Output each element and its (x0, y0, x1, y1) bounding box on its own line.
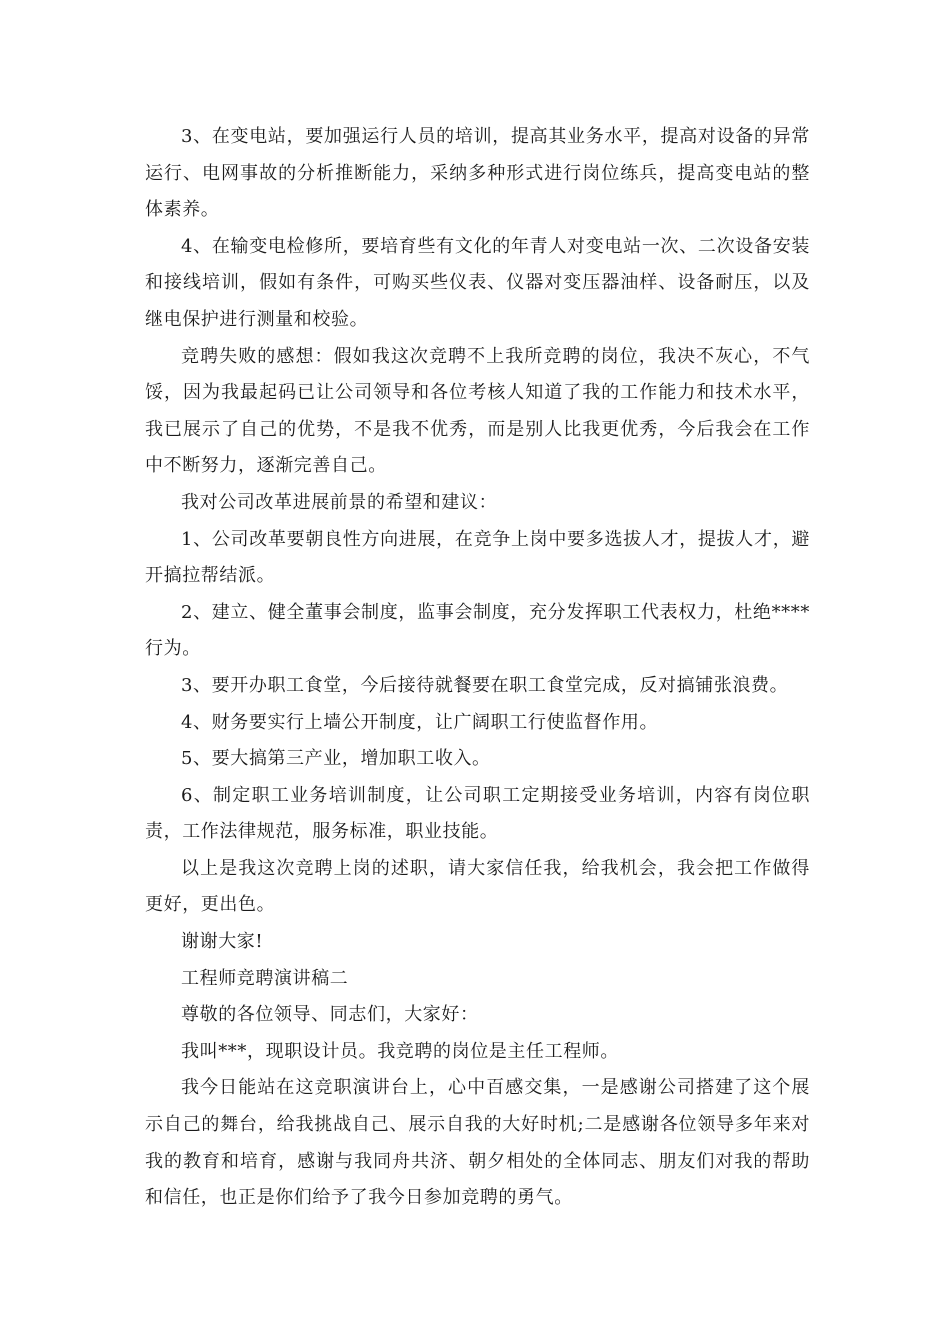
paragraph-suggestion-4: 4、财务要实行上墙公开制度，让广阔职工行使监督作用。 (181, 711, 659, 733)
section-title-speech-two: 工程师竞聘演讲稿二 (181, 967, 349, 989)
paragraph-self-intro: 我叫***，现职设计员。我竞聘的岗位是主任工程师。 (181, 1040, 619, 1062)
paragraph-greeting: 尊敬的各位领导、同志们，大家好： (181, 1004, 479, 1026)
paragraph-maintenance-training: 4、在输变电检修所，要培育些有文化的年青人对变电站一次、二次设备安装和接线培训，假如有条件，可购买些仪表、仪器对变压器油样、设备耐压，以及继电保护进行测量和校验。 (145, 235, 810, 330)
document-body (145, 119, 810, 1217)
paragraph-failure-thoughts: 竞聘失败的感想：假如我这次竞聘不上我所竞聘的岗位，我决不灰心，不气馁，因为我最起码已让公司领导和各位考核人知道了我的工作能力和技术水平，我已展示了自己的优势，不是我不优秀，而是别人比我更优秀，今后我会在工作中不断努力，逐渐完善自己。 (145, 345, 810, 477)
paragraph-transformer-station-training: 3、在变电站，要加强运行人员的培训，提高其业务水平，提高对设备的异常运行、电网事故的分析推断能力，采纳多种形式进行岗位练兵，提高变电站的整体素养。 (145, 126, 810, 221)
paragraph-suggestion-3: 3、要开办职工食堂，今后接待就餐要在职工食堂完成，反对搞铺张浪费。 (181, 674, 789, 696)
paragraph-suggestion-1: 1、公司改革要朝良性方向进展，在竞争上岗中要多选拔人才，提拔人才，避开搞拉帮结派。 (145, 528, 810, 587)
paragraph-closing: 以上是我这次竞聘上岗的述职，请大家信任我，给我机会，我会把工作做得更好，更出色。 (145, 857, 810, 916)
paragraph-suggestion-5: 5、要大搞第三产业，增加职工收入。 (181, 748, 491, 770)
paragraph-thanks: 谢谢大家! (181, 931, 264, 953)
paragraph-suggestion-2: 2、建立、健全董事会制度，监事会制度，充分发挥职工代表权力，杜绝****行为。 (145, 601, 810, 660)
paragraph-gratitude: 我今日能站在这竞职演讲台上，心中百感交集，一是感谢公司搭建了这个展示自己的舞台，给我挑战自己、展示自我的大好时机;二是感谢各位领导多年来对我的教育和培育，感谢与我同舟共济、朝夕相处的全体同志、朋友们对我的帮助和信任，也正是你们给予了我今日参加竞聘的勇气。 (145, 1077, 810, 1209)
paragraph-suggestion-6: 6、制定职工业务培训制度，让公司职工定期接受业务培训，内容有岗位职责，工作法律规范，服务标准，职业技能。 (145, 784, 810, 843)
paragraph-suggestions-heading: 我对公司改革进展前景的希望和建议： (181, 491, 498, 513)
